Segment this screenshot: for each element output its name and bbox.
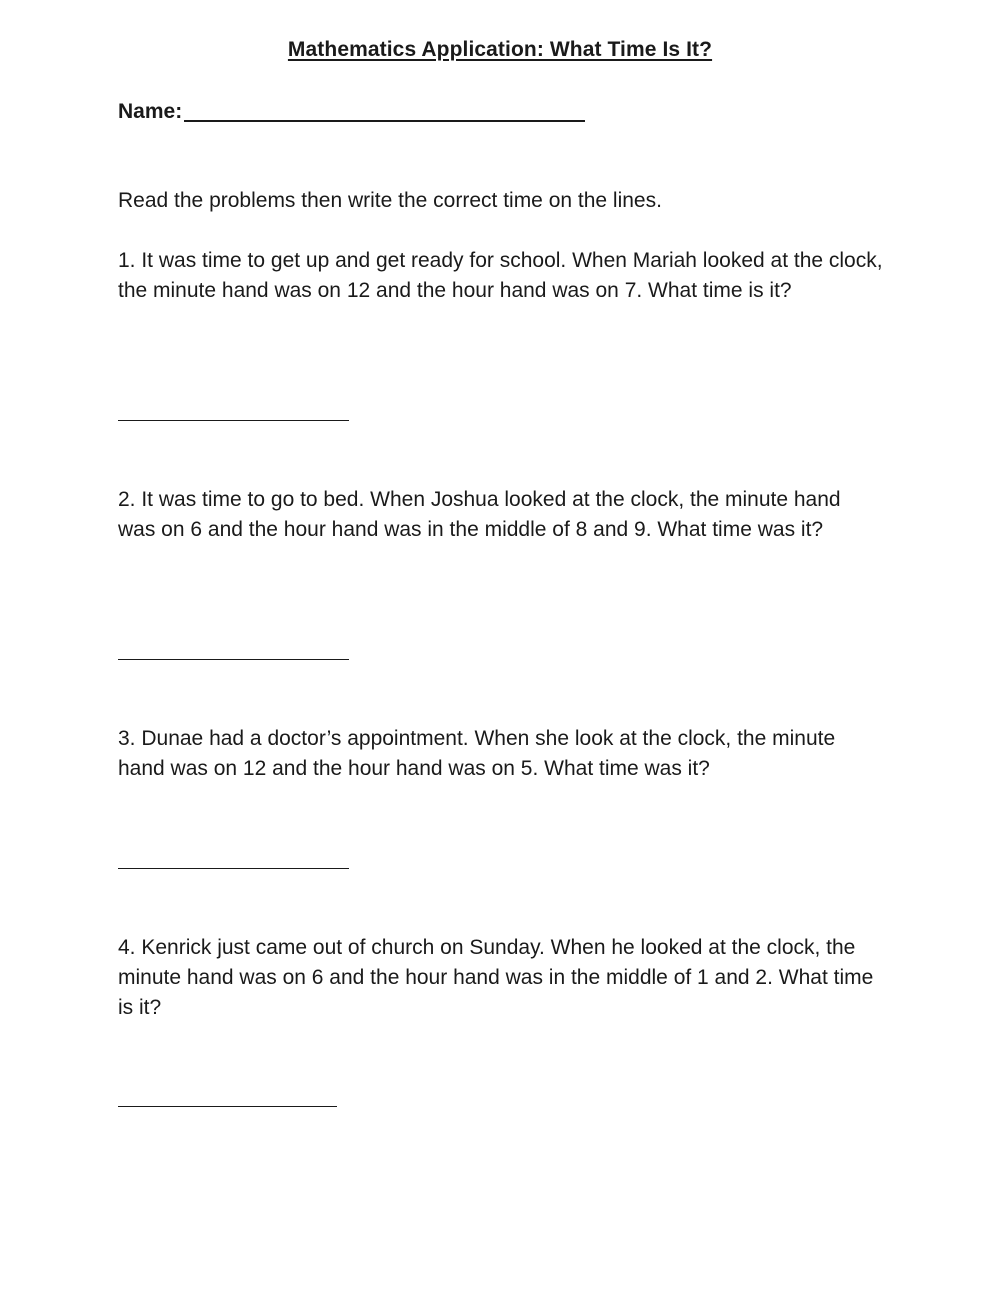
name-answer-line[interactable] (184, 98, 585, 122)
problem-4-answer-line[interactable] (118, 1106, 337, 1107)
name-field-row (118, 98, 585, 124)
problem-3-answer-line[interactable] (118, 868, 349, 869)
page-title: Mathematics Application: What Time Is It? (287, 38, 713, 61)
problem-1-text: 1. It was time to get up and get ready for school. When Mariah looked at the clock, the minute hand was on 12 and the hour hand was on 7. What time is it? (118, 249, 883, 302)
problem-2-text: 2. It was time to go to bed. When Joshua looked at the clock, the minute hand was on 6 and the hour hand was in the middle of 8 and 9. What time was it? (118, 488, 841, 541)
name-label: Name: (118, 100, 183, 123)
problem-1-answer-line[interactable] (118, 420, 349, 421)
problem-3-text: 3. Dunae had a doctor’s appointment. When she look at the clock, the minute hand was on 12 and the hour hand was on 5. What time was it? (118, 727, 836, 780)
instructions: Read the problems then write the correct time on the lines. (118, 189, 662, 212)
problem-4-text: 4. Kenrick just came out of church on Sunday. When he looked at the clock, the minute hand was on 6 and the hour hand was in the middle of 1 and 2. What time is it? (118, 936, 874, 1019)
problem-2-answer-line[interactable] (118, 659, 349, 660)
